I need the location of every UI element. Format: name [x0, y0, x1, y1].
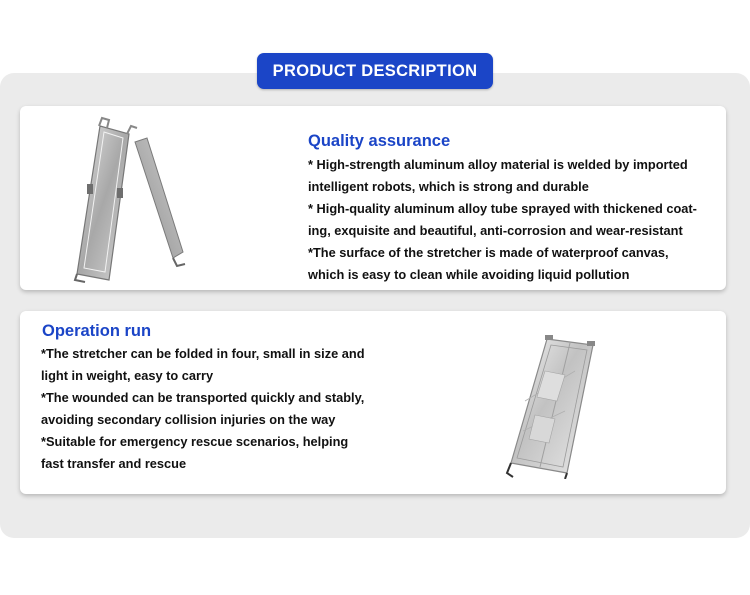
operation-line: *The wounded can be transported quickly and stably,	[41, 390, 365, 405]
product-description-header: PRODUCT DESCRIPTION	[257, 53, 493, 89]
operation-line: fast transfer and rescue	[41, 456, 187, 471]
quality-line: * High-quality aluminum alloy tube sprayed with thickened coat-	[308, 201, 697, 216]
folded-stretcher-image	[65, 114, 235, 284]
operation-run-title: Operation run	[42, 322, 152, 340]
operation-line: avoiding secondary collision injuries on the way	[41, 412, 336, 427]
operation-line: light in weight, easy to carry	[41, 368, 214, 383]
operation-run-card	[20, 311, 726, 494]
quality-assurance-text	[308, 154, 697, 286]
quality-line: ing, exquisite and beautiful, anti-corrosion and wear-resistant	[308, 223, 683, 238]
operation-run-text	[41, 343, 365, 475]
quality-assurance-card	[20, 106, 726, 290]
quality-line: intelligent robots, which is strong and durable	[308, 179, 589, 194]
quality-line: which is easy to clean while avoiding liquid pollution	[308, 267, 630, 282]
quality-line: * High-strength aluminum alloy material is welded by imported	[308, 157, 688, 172]
quality-line: *The surface of the stretcher is made of waterproof canvas,	[308, 245, 669, 260]
operation-line: *The stretcher can be folded in four, small in size and	[41, 346, 365, 361]
flat-stretcher-image	[495, 331, 615, 479]
operation-line: *Suitable for emergency rescue scenarios, helping	[41, 434, 349, 449]
quality-assurance-title: Quality assurance	[308, 132, 451, 150]
